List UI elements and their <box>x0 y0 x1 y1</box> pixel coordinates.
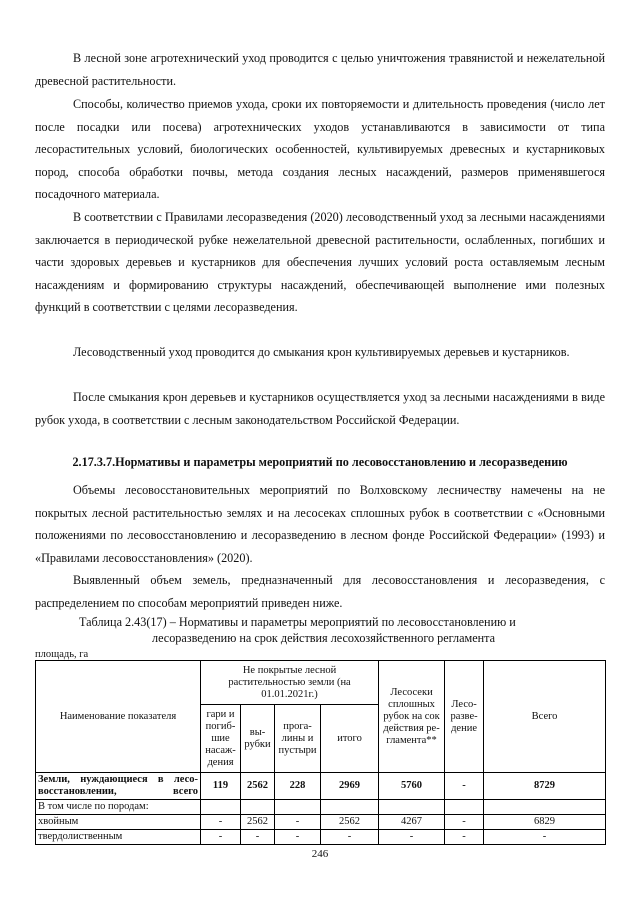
cell-glades <box>275 800 321 815</box>
table-row <box>36 773 606 800</box>
table-caption-line2: лесоразведению на срок действия лесохозяйственного регламента <box>152 631 496 645</box>
header-burnt-dead-stands: гари и погибшие насаждения <box>201 705 241 773</box>
cell-subtotal: 2969 <box>321 773 379 800</box>
header-afforestation: Лесоразведение <box>445 661 484 773</box>
cell-afforestation: - <box>445 815 484 830</box>
cell-felled: - <box>241 830 275 845</box>
paragraph-care-methods: Способы, количество приемов ухода, сроки их повторяемости и длительность проведения (число лет после посадки или посева) агротехнических уходов устанавливаются в зависимости от типа лесорастительных условий, биологических особенностей, культивируемых древесных и кустарниковых пород, способа обработки почвы, метода создания лесных насаждений, размеров применявшегося посадочного материала. <box>35 97 605 202</box>
cell-subtotal: 2562 <box>321 815 379 830</box>
cell-glades: 228 <box>275 773 321 800</box>
header-subtotal: итого <box>321 705 379 773</box>
cell-clearcut: - <box>379 830 445 845</box>
table-row <box>36 830 606 845</box>
header-clearcut-areas: Лесосеки сплошных рубок на сок действия регламента** <box>379 661 445 773</box>
paragraph-care-until-closure: Лесоводственный уход проводится до смыкания крон культивируемых деревьев и кустарников. <box>73 345 570 359</box>
unit-note: площадь, га <box>35 649 89 660</box>
norms-table <box>35 660 606 845</box>
cell-subtotal: - <box>321 830 379 845</box>
table-row <box>36 815 606 830</box>
cell-total: 6829 <box>484 815 606 830</box>
table-caption-line1: Таблица 2.43(17) – Нормативы и параметры мероприятий по лесовосстановлению и <box>79 615 516 629</box>
cell-afforestation: - <box>445 773 484 800</box>
section-heading: 2.17.3.7.Нормативы и параметры мероприятий по лесовосстановлению и лесоразведению <box>72 455 568 469</box>
cell-afforestation: - <box>445 830 484 845</box>
header-total: Всего <box>484 661 606 773</box>
cell-clearcut: 5760 <box>379 773 445 800</box>
row-label: хвойным <box>36 815 201 830</box>
cell-clearcut: 4267 <box>379 815 445 830</box>
table-row <box>36 800 606 815</box>
cell-total: - <box>484 830 606 845</box>
cell-burnt: - <box>201 830 241 845</box>
header-felled-areas: вырубки <box>241 705 275 773</box>
cell-glades: - <box>275 830 321 845</box>
page-number: 246 <box>311 848 329 860</box>
cell-total: 8729 <box>484 773 606 800</box>
row-label: В том числе по породам: <box>36 800 201 815</box>
cell-felled: 2562 <box>241 773 275 800</box>
cell-subtotal <box>321 800 379 815</box>
header-uncovered-lands: Не покрытые лесной растительностью земли (на 01.01.2021г.) <box>201 661 379 705</box>
paragraph-after-closure: После смыкания крон деревьев и кустарников осуществляется уход за лесными насаждениями в виде рубок ухода, в соответствии с лесным законодательством Российской Федерации. <box>35 390 605 427</box>
paragraph-identified-volume: Выявленный объем земель, предназначенный для лесовосстановления и лесоразведения, с распределением по способам мероприятий приведен ниже. <box>35 573 605 610</box>
cell-burnt <box>201 800 241 815</box>
cell-felled <box>241 800 275 815</box>
cell-felled: 2562 <box>241 815 275 830</box>
paragraph-reforestation-volumes: Объемы лесовосстановительных мероприятий по Волховскому лесничеству намечены на не покрытых лесной растительностью землях и на лесосеках сплошных рубок в соответствии с «Основными положениями по лесовосстановлению и лесоразведению в лесном фонде Российской Федерации» (1993) и «Правилами лесовосстановления» (2020). <box>35 483 605 565</box>
header-indicator: Наименование показателя <box>36 661 201 773</box>
row-label: Земли, нуждающиеся в лесовосстановлении, всего <box>36 773 201 800</box>
cell-clearcut <box>379 800 445 815</box>
cell-burnt: 119 <box>201 773 241 800</box>
header-glades-wastelands: прогалины и пустыри <box>275 705 321 773</box>
cell-glades: - <box>275 815 321 830</box>
paragraph-silvicultural-care: В соответствии с Правилами лесоразведения (2020) лесоводственный уход за лесными насаждениями заключается в периодической рубке нежелательной древесной растительности, ослабленных, погибших и части здоровых деревьев и кустарников для обеспечения лучших условий роста оставляемым лесным насаждениям и формированию структуры насаждений, обеспечивающей выполнение ими полезных функций в соответствии с целями лесоразведения. <box>35 210 605 315</box>
paragraph-agrotech-care: В лесной зоне агротехнический уход проводится с целью уничтожения травянистой и нежелательной древесной растительности. <box>35 51 605 88</box>
cell-total <box>484 800 606 815</box>
cell-afforestation <box>445 800 484 815</box>
cell-burnt: - <box>201 815 241 830</box>
row-label: твердолиственным <box>36 830 201 845</box>
